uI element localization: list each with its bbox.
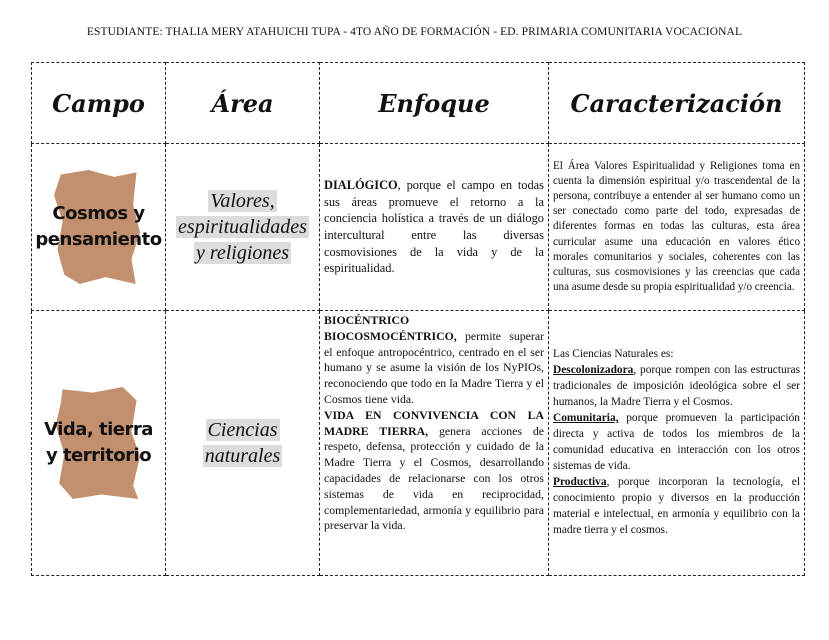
enfoque-body: genera acciones de respeto, defensa, protección y cuidado de la Madre Tierra y el Cosmos, desarrollando capacidades de relacionarse con los otros sistemas de vida en reciprocidad, complementariedad, armonía y equilibrio para preservar la vida.	[324, 423, 544, 533]
caracterizacion-desc: , porque incorporan la tecnología, el conocimiento propio y diversos en la producción material e intelectual, en armonía y equilibrio con la madre tierra y el cosmos.	[553, 475, 800, 536]
area-cell	[166, 144, 320, 311]
curriculum-table	[31, 62, 805, 576]
campo-label	[32, 417, 165, 469]
table-header-row	[32, 63, 805, 144]
enfoque-body: , porque el campo en todas sus áreas promueve el retorno a la conciencia holística a través de un diálogo intercultural entre las diversas cosmovisiones de la vida y de la espiritualidad.	[324, 177, 544, 276]
caracterizacion-term: Productiva	[553, 475, 607, 488]
campo-cell	[32, 144, 166, 311]
caracterizacion-text	[553, 347, 800, 539]
header-enfoque: Enfoque	[320, 63, 549, 144]
campo-line: Vida, tierra	[44, 418, 153, 440]
campo-cell	[32, 311, 166, 576]
area-line: Valores,	[210, 190, 275, 212]
caracterizacion-cell	[549, 311, 805, 576]
campo-label	[32, 201, 165, 253]
caracterizacion-item	[553, 363, 800, 411]
table-row	[32, 144, 805, 311]
header-area: Área	[166, 63, 320, 144]
area-cell	[166, 311, 320, 576]
document-header: ESTUDIANTE: THALIA MERY ATAHUICHI TUPA - 4TO AÑO DE FORMACIÓN - ED. PRIMARIA COMUNITARIA VOCACIONAL	[86, 26, 743, 38]
enfoque-keyword: VIDA EN CONVIVENCIA CON LA MADRE TIERRA,	[324, 407, 544, 438]
caracterizacion-intro: Las Ciencias Naturales es:	[553, 348, 674, 361]
caracterizacion-term: Comunitaria,	[553, 412, 619, 425]
enfoque-text	[324, 313, 544, 534]
caracterizacion-cell	[549, 144, 805, 311]
area-line: naturales	[204, 445, 281, 467]
table-row	[32, 311, 805, 576]
enfoque-text	[324, 177, 544, 277]
caracterizacion-item	[553, 475, 800, 539]
area-line: Ciencias	[207, 419, 278, 441]
caracterizacion-desc: porque promueven la participación directa y activa de todos los miembros de la comunidad educativa en interacción con los otros sistemas de vida.	[553, 412, 800, 472]
enfoque-keyword: DIALÓGICO	[324, 177, 398, 192]
caracterizacion-text: El Área Valores Espiritualidad y Religiones toma en cuenta la dimensión espiritual y/o trascendental de la persona, contribuye a entender al ser humano como un ser conectado como parte del todo, expresadas de diferentes formas en todas las culturas, esta área curricular asume una educación en valores ético morales comunitarios y sociales, coherentes con las culturas, sus cosmovisiones y las creencias que cada una asume desde su propia espiritualidad y/o creencia.	[553, 160, 800, 293]
area-line: y religiones	[195, 242, 290, 264]
campo-line: y territorio	[45, 445, 152, 466]
enfoque-body: permite superar el enfoque antropocéntrico, centrado en el ser humano y se asume la visión de los NyPIOs, reconociendo que todo en la Madre Tierra y el Cosmos tiene vida.	[324, 328, 544, 406]
caracterizacion-term: Descolonizadora	[553, 364, 634, 377]
campo-line: pensamiento	[35, 229, 162, 250]
enfoque-cell	[320, 144, 549, 311]
header-campo: Campo	[32, 63, 166, 144]
caracterizacion-item	[553, 411, 800, 475]
area-label	[166, 417, 319, 469]
campo-line: Cosmos y	[52, 202, 145, 224]
header-caracterizacion: Caracterización	[549, 63, 805, 144]
caracterizacion-desc: , porque rompen con las estructuras tradicionales de imposición ideológica sobre el ser humanos, la Madre Tierra y el Cosmos.	[553, 364, 800, 409]
area-line: espiritualidades	[178, 216, 307, 238]
area-label	[166, 188, 319, 266]
enfoque-cell	[320, 311, 549, 576]
enfoque-keyword: BIOCÉNTRICO BIOCOSMOCÉNTRICO,	[324, 313, 457, 343]
